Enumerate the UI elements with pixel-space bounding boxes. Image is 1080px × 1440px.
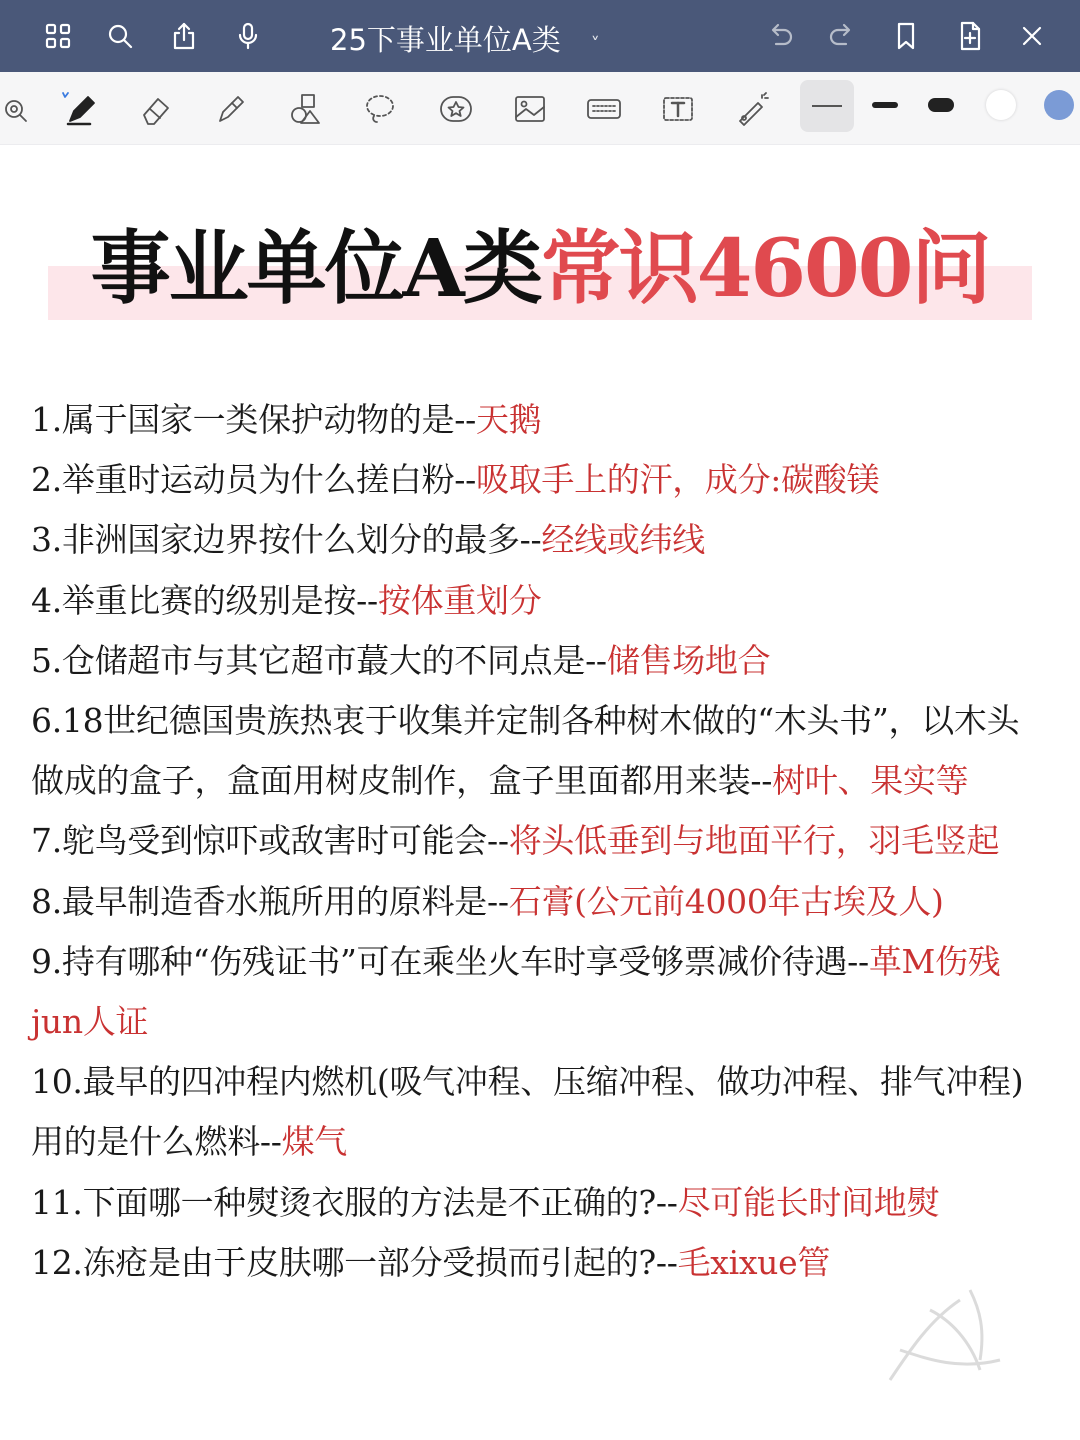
question-text: 6.18世纪德国贵族热衷于收集并定制各种树木做的“木头书”，以木头做成的盒子，盒面用树皮制作，盒子里面都用来装-- bbox=[31, 701, 1020, 801]
list-item bbox=[31, 510, 1041, 570]
question-list bbox=[31, 390, 1041, 1293]
question-text: 2.举重时运动员为什么搓白粉-- bbox=[31, 460, 476, 500]
question-text: 11.下面哪一种熨烫衣服的方法是不正确的?-- bbox=[31, 1182, 678, 1222]
answer-text: 将头低垂到与地面平行，羽毛竖起 bbox=[508, 821, 1000, 861]
question-text: 5.仓储超市与其它超市蕞大的不同点是-- bbox=[31, 640, 607, 680]
answer-text: 储售场地合 bbox=[606, 640, 771, 680]
answer-text: 石膏(公元前4000年古埃及人) bbox=[508, 881, 944, 921]
question-text: 4.举重比赛的级别是按-- bbox=[31, 580, 378, 620]
search-icon[interactable] bbox=[100, 16, 140, 56]
keyboard-icon[interactable] bbox=[580, 86, 628, 132]
color-blue[interactable] bbox=[1044, 90, 1074, 120]
share-icon[interactable] bbox=[164, 16, 204, 56]
close-icon[interactable] bbox=[1012, 16, 1052, 56]
highlighter-icon[interactable] bbox=[206, 86, 254, 132]
redo-icon[interactable] bbox=[822, 16, 862, 56]
list-item bbox=[31, 691, 1041, 811]
microphone-icon[interactable] bbox=[228, 16, 268, 56]
stroke-width-thick[interactable] bbox=[928, 98, 954, 112]
app-titlebar bbox=[0, 0, 1080, 72]
laser-pointer-icon[interactable] bbox=[728, 86, 776, 132]
watermark-logo bbox=[870, 1270, 1030, 1410]
answer-text: 煤气 bbox=[281, 1122, 348, 1162]
page-title bbox=[0, 218, 1080, 318]
question-text: 8.最早制造香水瓶所用的原料是-- bbox=[31, 881, 509, 921]
page-title-black: 事业单位A类 bbox=[90, 221, 541, 315]
lasso-icon[interactable] bbox=[356, 86, 404, 132]
stroke-width-thin[interactable] bbox=[800, 80, 854, 132]
list-item bbox=[31, 631, 1041, 691]
eraser-icon[interactable] bbox=[132, 86, 180, 132]
answer-text: 革M伤残jun人证 bbox=[31, 941, 1001, 1042]
pen-icon[interactable] bbox=[56, 86, 104, 132]
color-white[interactable] bbox=[986, 90, 1016, 120]
list-item bbox=[31, 932, 1041, 1052]
question-text: 3.非洲国家边界按什么划分的最多-- bbox=[31, 520, 542, 560]
question-text: 7.鸵鸟受到惊吓或敌害时可能会-- bbox=[31, 821, 509, 861]
list-item bbox=[31, 450, 1041, 510]
document-title[interactable] bbox=[330, 18, 750, 59]
answer-text: 按体重划分 bbox=[377, 580, 542, 620]
answer-text: 树叶、果实等 bbox=[772, 761, 969, 801]
bookmark-icon[interactable] bbox=[886, 16, 926, 56]
question-text: 12.冻疮是由于皮肤哪一部分受损而引起的?-- bbox=[31, 1242, 678, 1282]
answer-text: 天鹅 bbox=[476, 400, 542, 439]
list-item bbox=[31, 1052, 1041, 1172]
question-text: 9.持有哪种“伤残证书”可在乘坐火车时享受够票减价待遇-- bbox=[31, 941, 869, 981]
question-text: 1.属于国家一类保护动物的是-- bbox=[31, 400, 476, 439]
answer-text: 经线或纬线 bbox=[541, 520, 705, 560]
page-title-red: 常识4600问 bbox=[540, 221, 990, 315]
chevron-down-icon[interactable]: ˅ bbox=[590, 34, 600, 55]
answer-text: 毛xixue管 bbox=[677, 1242, 831, 1282]
grid-icon[interactable] bbox=[38, 16, 78, 56]
list-item bbox=[31, 1173, 1041, 1233]
text-icon[interactable] bbox=[654, 86, 702, 132]
answer-text: 尽可能长时间地熨 bbox=[677, 1182, 940, 1222]
list-item bbox=[31, 872, 1041, 932]
list-item bbox=[31, 571, 1041, 631]
document-title-text: 25下事业单位A类 bbox=[330, 23, 561, 57]
sticker-icon[interactable] bbox=[432, 86, 480, 132]
undo-icon[interactable] bbox=[760, 16, 800, 56]
add-page-icon[interactable] bbox=[950, 16, 990, 56]
image-icon[interactable] bbox=[506, 86, 554, 132]
list-item bbox=[31, 390, 1041, 450]
answer-text: 吸取手上的汗，成分:碳酸镁 bbox=[476, 460, 880, 500]
zoom-lasso-icon[interactable] bbox=[0, 86, 38, 132]
shapes-icon[interactable] bbox=[282, 86, 330, 132]
list-item bbox=[31, 811, 1041, 871]
stroke-width-medium[interactable] bbox=[872, 102, 898, 108]
question-text: 10.最早的四冲程内燃机(吸气冲程、压缩冲程、做功冲程、排气冲程)用的是什么燃料-- bbox=[31, 1062, 1024, 1162]
